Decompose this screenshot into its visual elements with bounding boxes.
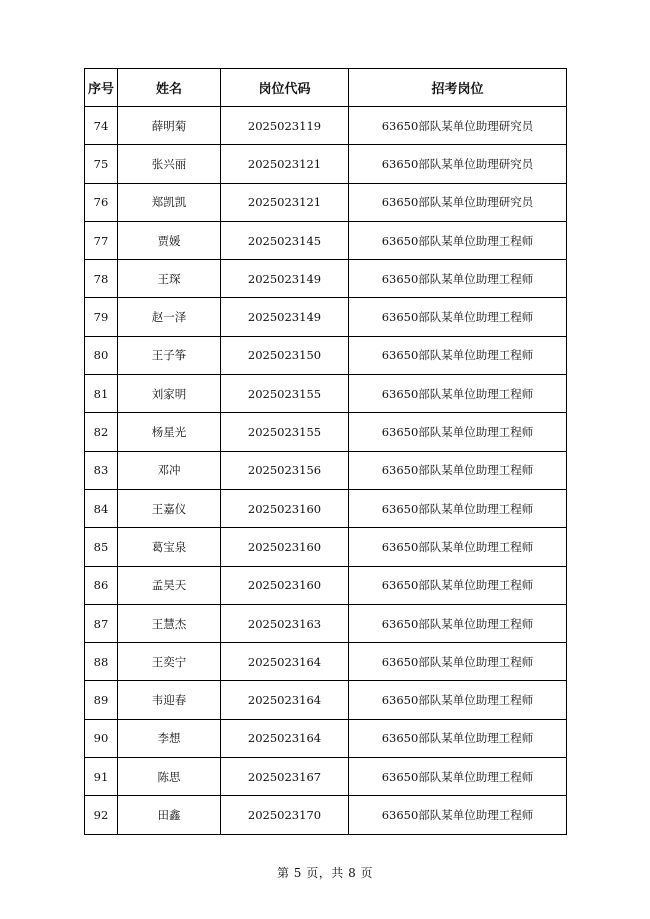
cell-name: 王嘉仪 bbox=[118, 489, 221, 527]
cell-position-code: 2025023170 bbox=[221, 796, 349, 834]
cell-position-code: 2025023160 bbox=[221, 566, 349, 604]
cell-serial-number: 75 bbox=[85, 145, 118, 183]
cell-name: 葛宝泉 bbox=[118, 528, 221, 566]
cell-name: 赵一泽 bbox=[118, 298, 221, 336]
cell-recruitment-position: 63650部队某单位助理研究员 bbox=[349, 145, 567, 183]
cell-position-code: 2025023149 bbox=[221, 260, 349, 298]
cell-serial-number: 85 bbox=[85, 528, 118, 566]
table-row bbox=[85, 260, 567, 298]
cell-recruitment-position: 63650部队某单位助理工程师 bbox=[349, 298, 567, 336]
table-row bbox=[85, 796, 567, 834]
table-row bbox=[85, 336, 567, 374]
table-row bbox=[85, 107, 567, 145]
cell-name: 孟昊天 bbox=[118, 566, 221, 604]
cell-position-code: 2025023164 bbox=[221, 719, 349, 757]
cell-serial-number: 79 bbox=[85, 298, 118, 336]
table-row bbox=[85, 681, 567, 719]
table-row bbox=[85, 604, 567, 642]
cell-serial-number: 78 bbox=[85, 260, 118, 298]
cell-serial-number: 77 bbox=[85, 221, 118, 259]
header-position-code: 岗位代码 bbox=[221, 69, 349, 107]
cell-serial-number: 82 bbox=[85, 413, 118, 451]
cell-recruitment-position: 63650部队某单位助理工程师 bbox=[349, 451, 567, 489]
table-row bbox=[85, 413, 567, 451]
cell-recruitment-position: 63650部队某单位助理工程师 bbox=[349, 796, 567, 834]
cell-name: 王琛 bbox=[118, 260, 221, 298]
cell-name: 邓冲 bbox=[118, 451, 221, 489]
cell-recruitment-position: 63650部队某单位助理工程师 bbox=[349, 413, 567, 451]
cell-name: 杨星光 bbox=[118, 413, 221, 451]
cell-position-code: 2025023119 bbox=[221, 107, 349, 145]
cell-position-code: 2025023156 bbox=[221, 451, 349, 489]
cell-position-code: 2025023155 bbox=[221, 375, 349, 413]
table-body bbox=[85, 107, 567, 835]
cell-serial-number: 76 bbox=[85, 183, 118, 221]
cell-position-code: 2025023155 bbox=[221, 413, 349, 451]
header-recruitment-position: 招考岗位 bbox=[349, 69, 567, 107]
cell-position-code: 2025023145 bbox=[221, 221, 349, 259]
table-row bbox=[85, 145, 567, 183]
cell-recruitment-position: 63650部队某单位助理工程师 bbox=[349, 604, 567, 642]
cell-position-code: 2025023160 bbox=[221, 528, 349, 566]
cell-recruitment-position: 63650部队某单位助理研究员 bbox=[349, 107, 567, 145]
cell-name: 王慧杰 bbox=[118, 604, 221, 642]
table-header bbox=[85, 69, 567, 107]
cell-recruitment-position: 63650部队某单位助理工程师 bbox=[349, 719, 567, 757]
cell-recruitment-position: 63650部队某单位助理工程师 bbox=[349, 566, 567, 604]
cell-recruitment-position: 63650部队某单位助理工程师 bbox=[349, 221, 567, 259]
cell-serial-number: 86 bbox=[85, 566, 118, 604]
cell-position-code: 2025023164 bbox=[221, 643, 349, 681]
table-row bbox=[85, 719, 567, 757]
cell-name: 刘家明 bbox=[118, 375, 221, 413]
cell-name: 韦迎春 bbox=[118, 681, 221, 719]
cell-name: 李想 bbox=[118, 719, 221, 757]
table-row bbox=[85, 375, 567, 413]
cell-name: 田鑫 bbox=[118, 796, 221, 834]
cell-position-code: 2025023150 bbox=[221, 336, 349, 374]
cell-position-code: 2025023160 bbox=[221, 489, 349, 527]
table-row bbox=[85, 758, 567, 796]
candidate-table bbox=[84, 68, 567, 835]
cell-recruitment-position: 63650部队某单位助理工程师 bbox=[349, 260, 567, 298]
table-row bbox=[85, 528, 567, 566]
cell-position-code: 2025023121 bbox=[221, 145, 349, 183]
cell-serial-number: 92 bbox=[85, 796, 118, 834]
cell-recruitment-position: 63650部队某单位助理工程师 bbox=[349, 643, 567, 681]
cell-recruitment-position: 63650部队某单位助理工程师 bbox=[349, 489, 567, 527]
cell-recruitment-position: 63650部队某单位助理工程师 bbox=[349, 375, 567, 413]
cell-position-code: 2025023163 bbox=[221, 604, 349, 642]
cell-position-code: 2025023164 bbox=[221, 681, 349, 719]
cell-serial-number: 83 bbox=[85, 451, 118, 489]
page-number-footer: 第 5 页，共 8 页 bbox=[276, 866, 374, 880]
cell-serial-number: 87 bbox=[85, 604, 118, 642]
table-row bbox=[85, 566, 567, 604]
cell-recruitment-position: 63650部队某单位助理工程师 bbox=[349, 758, 567, 796]
cell-serial-number: 89 bbox=[85, 681, 118, 719]
cell-name: 陈思 bbox=[118, 758, 221, 796]
cell-serial-number: 88 bbox=[85, 643, 118, 681]
table-row bbox=[85, 489, 567, 527]
cell-name: 王子筝 bbox=[118, 336, 221, 374]
cell-name: 薛明菊 bbox=[118, 107, 221, 145]
header-serial-number: 序号 bbox=[85, 69, 118, 107]
cell-recruitment-position: 63650部队某单位助理工程师 bbox=[349, 681, 567, 719]
header-name: 姓名 bbox=[118, 69, 221, 107]
cell-serial-number: 74 bbox=[85, 107, 118, 145]
table-row bbox=[85, 183, 567, 221]
cell-serial-number: 80 bbox=[85, 336, 118, 374]
cell-recruitment-position: 63650部队某单位助理工程师 bbox=[349, 336, 567, 374]
cell-recruitment-position: 63650部队某单位助理工程师 bbox=[349, 528, 567, 566]
cell-position-code: 2025023149 bbox=[221, 298, 349, 336]
table-row bbox=[85, 643, 567, 681]
cell-name: 张兴丽 bbox=[118, 145, 221, 183]
cell-recruitment-position: 63650部队某单位助理研究员 bbox=[349, 183, 567, 221]
cell-serial-number: 91 bbox=[85, 758, 118, 796]
cell-serial-number: 81 bbox=[85, 375, 118, 413]
cell-serial-number: 84 bbox=[85, 489, 118, 527]
header-row bbox=[85, 69, 567, 107]
cell-name: 王奕宁 bbox=[118, 643, 221, 681]
cell-name: 贾媛 bbox=[118, 221, 221, 259]
table-row bbox=[85, 298, 567, 336]
table-row bbox=[85, 221, 567, 259]
cell-position-code: 2025023167 bbox=[221, 758, 349, 796]
cell-position-code: 2025023121 bbox=[221, 183, 349, 221]
cell-name: 郑凯凯 bbox=[118, 183, 221, 221]
cell-serial-number: 90 bbox=[85, 719, 118, 757]
table-row bbox=[85, 451, 567, 489]
